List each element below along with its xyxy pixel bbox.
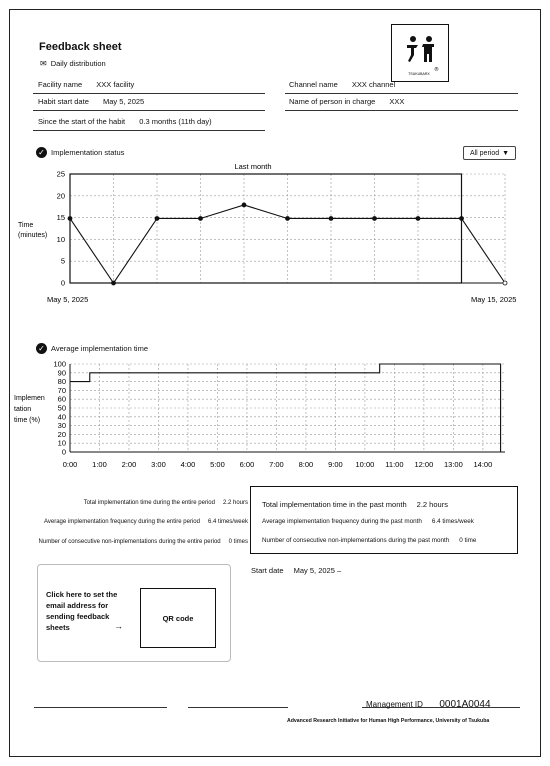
chart1-point (503, 281, 507, 285)
chart2-ylabel-line2: tation (14, 406, 32, 413)
period-dropdown-value: All period (469, 149, 500, 157)
stat-label: Average implementation frequency during the past month (262, 518, 422, 525)
person-label: Name of person in charge (289, 97, 376, 106)
arrow-right-icon: → (114, 621, 123, 631)
mail-icon: ✉ (40, 59, 47, 68)
stat-entire-period-row (44, 519, 248, 525)
chart2-ylabel-line1: Implemen (14, 395, 45, 402)
qr-code-label: QR code (162, 613, 194, 623)
chart2-x-tick: 4:00 (180, 460, 196, 469)
chart2-y-tick: 30 (57, 421, 66, 431)
person-value: XXX (389, 97, 405, 106)
qr-code-box[interactable] (140, 588, 216, 648)
average-heading (36, 343, 148, 354)
institution-name: Advanced Research Initiative for Human High Performance, University of Tsukuba (287, 718, 490, 724)
svg-text:TSUKUBARX: TSUKUBARX (408, 72, 430, 76)
start-date-label: Start date (251, 566, 284, 575)
average-chart (0, 355, 550, 475)
start-date (251, 566, 341, 575)
stat-past-month-row (262, 500, 448, 509)
chart2-x-tick: 13:00 (443, 460, 463, 469)
chart1-y-tick: 5 (60, 256, 65, 266)
since-label: Since the start of the habit (38, 117, 126, 126)
chart2-y-tick: 60 (57, 394, 66, 404)
chart1-point (373, 216, 377, 220)
chart1-point (329, 216, 333, 220)
chart1-point (286, 216, 290, 220)
chart2-y-tick: 50 (57, 403, 66, 413)
signature-line-1 (34, 707, 167, 708)
since-row (33, 117, 265, 131)
chart1-ylabel-line1: Time (18, 222, 34, 229)
subtitle (40, 59, 106, 68)
signature-line-2 (188, 707, 288, 708)
facility-label: Facility name (38, 80, 83, 89)
management-id-label: Management ID (366, 700, 423, 709)
check-circle-icon: ✓ (36, 343, 47, 354)
chart1-end-date: May 15, 2025 (471, 295, 517, 304)
management-id-row (362, 694, 520, 708)
channel-row (285, 80, 518, 94)
chart1-last-month-frame (70, 174, 462, 283)
person-row (285, 97, 518, 111)
chart1-point (199, 216, 203, 220)
start-date-value: May 5, 2025 – (293, 566, 342, 575)
chart2-y-tick: 20 (57, 429, 66, 439)
chart2-y-tick: 10 (57, 438, 66, 448)
channel-label: Channel name (289, 80, 338, 89)
chart2-x-tick: 1:00 (92, 460, 107, 469)
stat-past-month-row (262, 518, 474, 525)
stat-label: Total implementation time during the entire period (83, 500, 215, 506)
chart1-point (416, 216, 420, 220)
stat-label: Total implementation time in the past month (262, 500, 407, 509)
implementation-heading-text: Implementation status (51, 148, 125, 157)
chevron-down-icon: ▼ (502, 149, 510, 157)
habit-start-row (33, 97, 265, 111)
stat-label: Number of consecutive non-implementations during the past month (262, 537, 450, 544)
chart1-start-date: May 5, 2025 (47, 295, 89, 304)
since-value: 0.3 months (11th day) (139, 117, 212, 126)
stat-value: 0 times (228, 539, 248, 545)
chart2-y-tick: 70 (57, 385, 66, 395)
chart1-y-tick: 25 (56, 169, 65, 179)
chart1-point (460, 216, 464, 220)
chart2-x-tick: 12:00 (414, 460, 434, 469)
svg-text:®: ® (434, 67, 439, 73)
stat-value: 6.4 times/week (431, 518, 474, 525)
chart1-ylabel-line2: (minutes) (18, 232, 48, 239)
implementation-chart (0, 158, 550, 308)
logo (391, 24, 449, 82)
stat-past-month-row (262, 537, 476, 544)
stat-value: 6.4 times/week (207, 519, 248, 525)
email-setup-instructions[interactable]: Click here to set the email address for sending feedback sheets (46, 590, 118, 632)
chart2-y-tick: 90 (57, 368, 66, 378)
habit-start-label: Habit start date (38, 97, 89, 106)
management-id-value: 0001A0044 (439, 699, 491, 710)
chart2-x-tick: 5:00 (210, 460, 225, 469)
chart2-x-tick: 2:00 (121, 460, 137, 469)
channel-value: XXX channel (351, 80, 396, 89)
chart2-y-tick: 80 (57, 377, 66, 387)
chart1-y-tick: 20 (56, 191, 65, 201)
page-title: Feedback sheet (39, 41, 122, 53)
chart2-x-tick: 7:00 (269, 460, 284, 469)
chart2-y-tick: 0 (61, 447, 66, 457)
chart2-x-tick: 8:00 (298, 460, 314, 469)
chart2-x-tick: 9:00 (328, 460, 343, 469)
facility-row (33, 80, 265, 94)
stat-label: Average implementation frequency during the entire period (43, 519, 200, 525)
stat-entire-period-row (84, 500, 248, 506)
chart2-x-tick: 10:00 (355, 460, 375, 469)
habit-start-value: May 5, 2025 (102, 97, 145, 106)
check-circle-icon: ✓ (36, 147, 47, 158)
chart2-x-tick: 3:00 (151, 460, 166, 469)
chart2-x-tick: 6:00 (239, 460, 255, 469)
chart2-ylabel-line3: time (%) (14, 417, 41, 424)
chart1-y-tick: 10 (56, 234, 65, 244)
implementation-heading (36, 147, 124, 158)
chart1-annotation: Last month (234, 162, 272, 171)
chart2-y-tick: 40 (57, 412, 66, 422)
chart2-x-tick: 11:00 (385, 460, 404, 469)
chart1-point (242, 203, 246, 207)
chart1-y-tick: 15 (56, 213, 65, 223)
chart2-y-tick: 100 (53, 359, 66, 369)
stat-value: 0 time (459, 537, 477, 544)
average-heading-text: Average implementation time (51, 344, 148, 353)
stat-entire-period-row (39, 539, 248, 545)
facility-value: XXX facility (96, 80, 135, 89)
chart1-point (112, 281, 116, 285)
chart2-x-tick: 14:00 (473, 460, 493, 469)
chart1-point (155, 216, 159, 220)
logo-figures-icon (392, 25, 447, 80)
stat-label: Number of consecutive non-implementations during the entire period (38, 539, 221, 545)
chart2-x-tick: 0:00 (62, 460, 78, 469)
stat-value: 2.2 hours (416, 500, 448, 509)
stat-value: 2.2 hours (222, 500, 248, 506)
subtitle-text: Daily distribution (50, 59, 106, 68)
chart1-y-tick: 0 (60, 278, 65, 288)
chart1-point (68, 216, 72, 220)
